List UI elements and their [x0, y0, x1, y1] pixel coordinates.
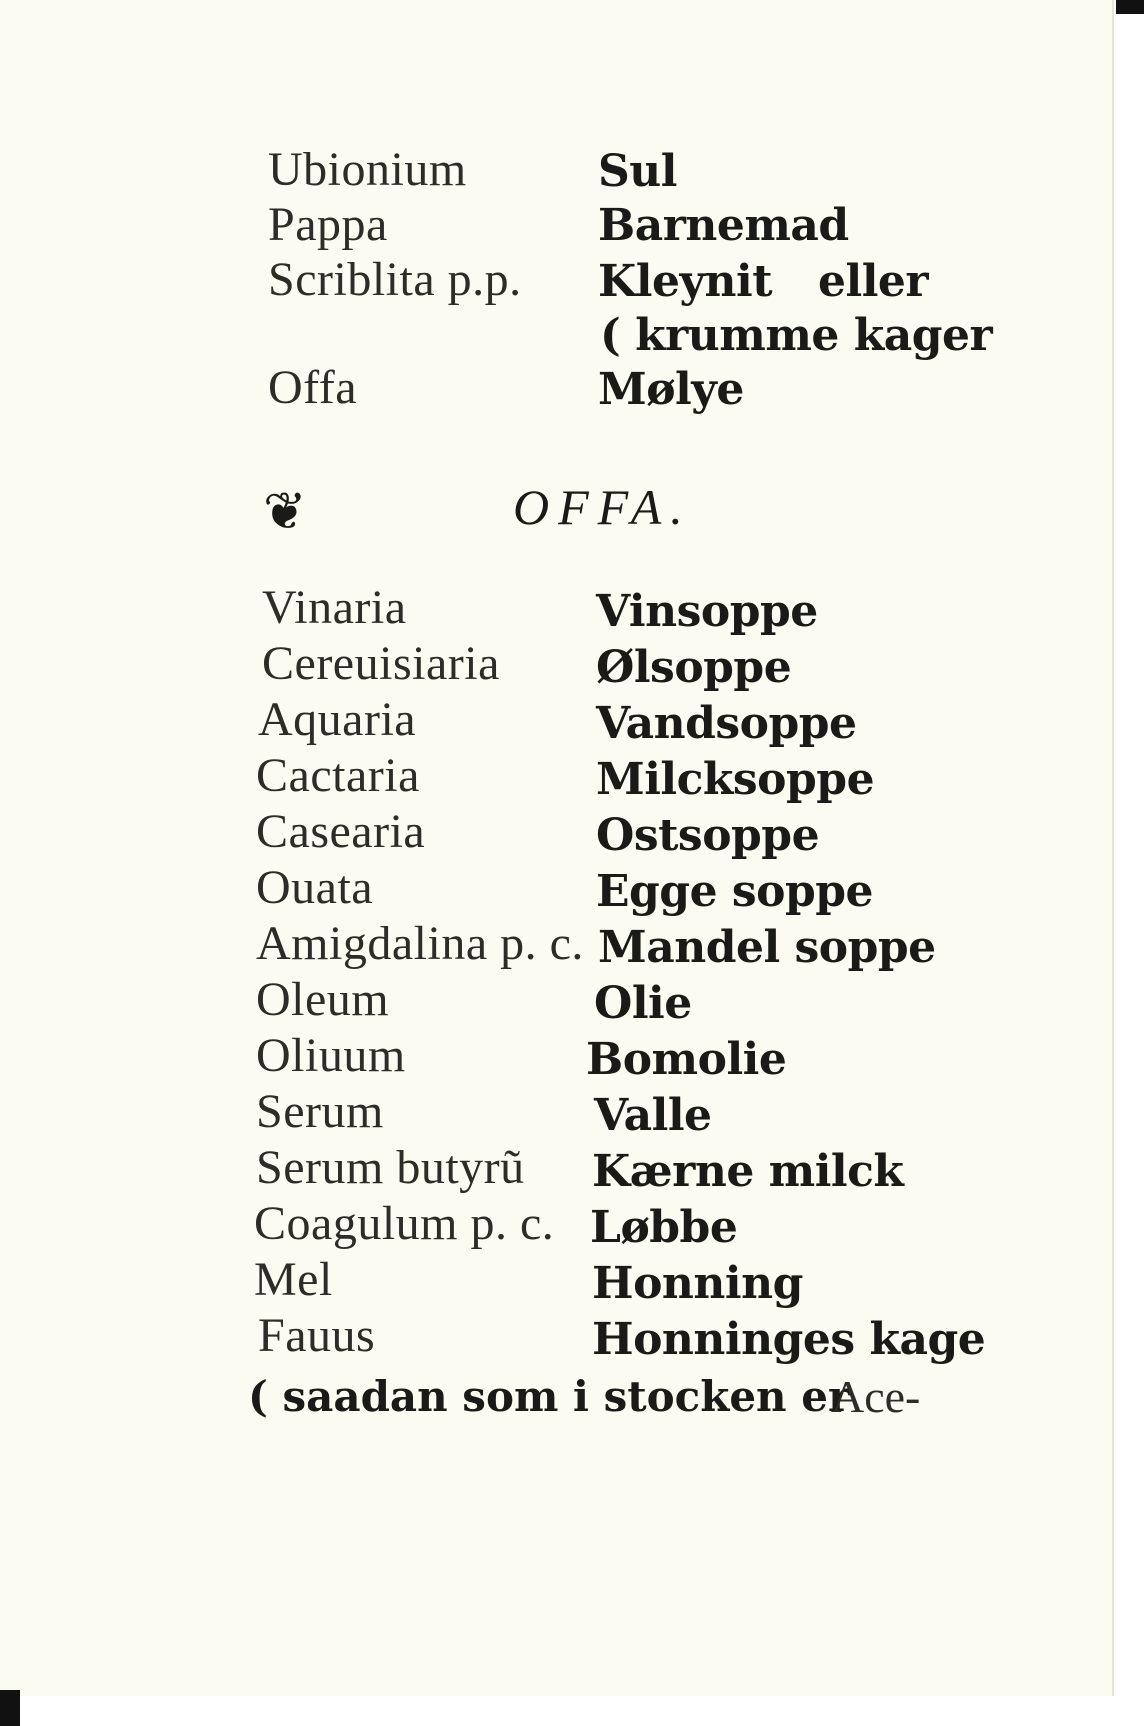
- danish-term: Vandsoppe: [596, 698, 857, 749]
- danish-term: Sul: [598, 146, 677, 197]
- danish-term: Egge soppe: [596, 866, 874, 917]
- latin-term: Serum: [256, 1085, 384, 1138]
- danish-term: Bomolie: [586, 1034, 787, 1085]
- scan-edge-mark-bottom: [0, 1690, 20, 1726]
- danish-term: Løbbe: [590, 1202, 738, 1253]
- latin-term: Amigdalina p. c.: [256, 917, 584, 970]
- latin-term: Ubionium: [268, 143, 467, 196]
- latin-term: Scriblita p.p.: [268, 253, 522, 306]
- latin-term: Oleum: [256, 973, 390, 1026]
- danish-term: Ostsoppe: [596, 810, 820, 861]
- danish-term: Valle: [594, 1090, 712, 1141]
- danish-term: eller: [818, 256, 929, 307]
- fleuron-ornament: ❦: [263, 482, 307, 542]
- latin-term: Casearia: [256, 805, 426, 858]
- page-edge: [1112, 0, 1114, 1696]
- danish-term: Barnemad: [598, 200, 849, 251]
- latin-term: Offa: [268, 361, 358, 414]
- danish-term: Vinsoppe: [596, 586, 818, 637]
- danish-term: Mandel soppe: [598, 922, 936, 973]
- latin-term: Coagulum p. c.: [254, 1197, 555, 1250]
- latin-term: Mel: [254, 1253, 333, 1306]
- latin-term: Ouata: [256, 861, 374, 914]
- section-heading: OFFA.: [513, 479, 692, 535]
- continuation-line: ( saadan som i stocken er: [248, 1372, 851, 1421]
- latin-term: Aquaria: [258, 693, 417, 746]
- latin-term: Cactaria: [256, 749, 420, 802]
- danish-term: Olie: [594, 978, 692, 1029]
- latin-term: Pappa: [268, 198, 388, 251]
- latin-term: Fauus: [258, 1309, 376, 1362]
- danish-term: Kærne milck: [592, 1146, 904, 1197]
- scan-edge-mark-top: [1116, 0, 1144, 14]
- danish-term: Kleynit: [598, 256, 773, 307]
- latin-term: Cereuisiaria: [262, 637, 500, 690]
- danish-term: Honning: [592, 1258, 803, 1309]
- danish-term: Mølye: [598, 364, 744, 415]
- latin-term: Vinaria: [262, 581, 407, 634]
- danish-term: Honninges kage: [592, 1314, 986, 1365]
- danish-term: Milcksoppe: [596, 754, 875, 805]
- danish-term: ( krumme kager: [600, 310, 993, 361]
- catchword: Ace-: [831, 1371, 921, 1422]
- latin-term: Serum butyrũ: [256, 1141, 525, 1194]
- latin-term: Oliuum: [256, 1029, 406, 1082]
- danish-term: Ølsoppe: [596, 642, 792, 693]
